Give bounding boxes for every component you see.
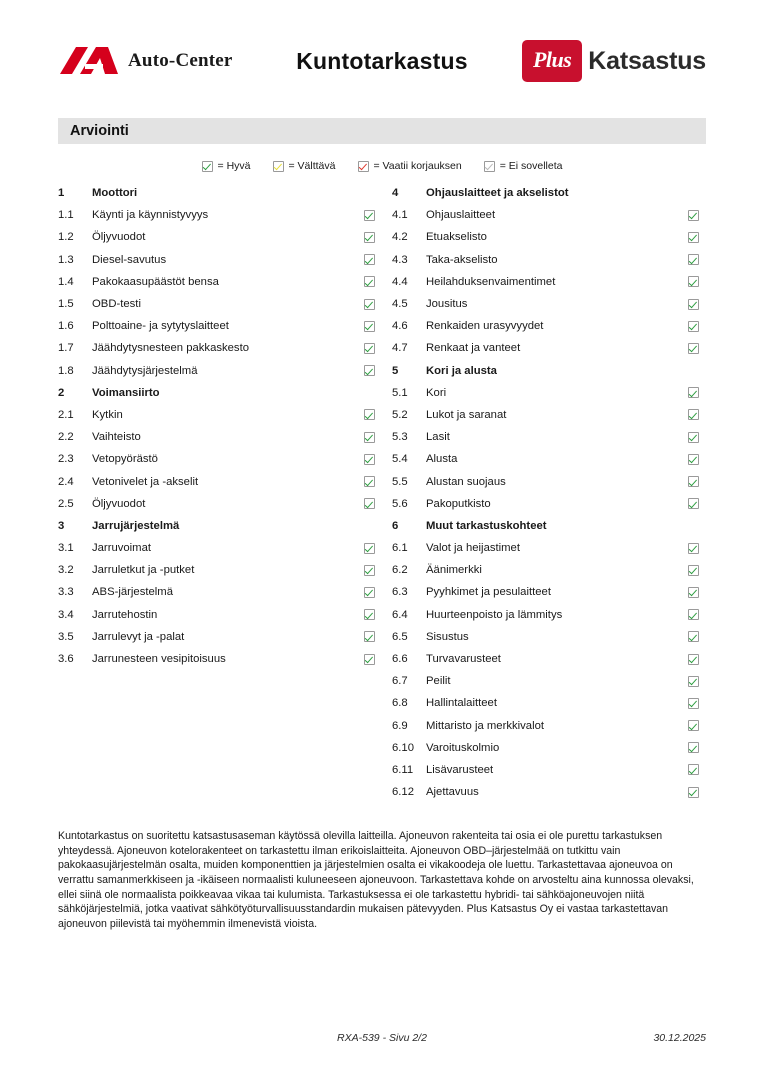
checklist-row-label: Ajettavuus [426,786,479,799]
checklist-row [58,559,382,581]
checklist-row-number: 1.2 [58,231,74,244]
checklist-row [392,249,706,271]
checklist-row-label: Jarrunesteen vesipitoisuus [92,653,226,666]
checkbox-green-icon[interactable] [364,299,375,310]
checklist-row [392,470,706,492]
legend-item [358,160,462,172]
checklist-row-number: 6.1 [392,542,408,555]
auto-center-wordmark: Auto-Center [128,50,233,71]
checkbox-green-icon[interactable] [688,587,699,598]
checkbox-green-icon [202,161,213,172]
checklist-group-header [392,182,706,204]
checklist-row-label: Pyyhkimet ja pesulaitteet [426,586,551,599]
checklist-row-number: 5.2 [392,408,408,421]
checklist-row-label: Jäähdytysjärjestelmä [92,364,198,377]
checklist-row-label: Moottori [92,187,138,200]
checklist-row [392,626,706,648]
checklist-row-status[interactable] [680,476,706,488]
checklist-row [58,448,382,470]
checklist-row [392,581,706,603]
plus-badge: Plus [522,40,582,82]
checklist-row [58,537,382,559]
checklist-row-status[interactable] [680,387,706,399]
checklist-row [392,493,706,515]
checklist-row [58,360,382,382]
checklist-row-number: 4.4 [392,275,408,288]
checkbox-green-icon[interactable] [688,720,699,731]
checkbox-green-icon[interactable] [688,299,699,310]
checklist-row [58,404,382,426]
checklist-row-label: Varoituskolmio [426,741,500,754]
document-footer [58,1032,706,1044]
checklist-row [58,337,382,359]
checkbox-green-icon[interactable] [688,387,699,398]
checkbox-green-icon[interactable] [688,543,699,554]
checklist-row-label: Hallintalaitteet [426,697,497,710]
checklist-row [58,271,382,293]
checklist-row-number: 2 [58,386,65,399]
checkbox-green-icon[interactable] [688,742,699,753]
checklist-row [392,604,706,626]
checklist-row-number: 6.10 [392,741,414,754]
checkbox-green-icon[interactable] [688,254,699,265]
checklist-row-number: 1.4 [58,275,74,288]
checklist-group-header [58,382,382,404]
checklist-row [58,581,382,603]
checklist-row [392,648,706,670]
legend-item [202,160,251,172]
checklist-row-status[interactable] [680,631,706,643]
checklist-row-label: Äänimerkki [426,564,482,577]
checklist-row-number: 1.1 [58,209,74,222]
checklist-row-status[interactable] [356,276,382,288]
checklist-row-number: 6.8 [392,697,408,710]
checklist-row-number: 2.1 [58,408,74,421]
checklist-row-label: Huurteenpoisto ja lämmitys [426,608,563,621]
checklist-row-status[interactable] [356,453,382,465]
checklist-row-number: 3.4 [58,608,74,621]
document-header [58,0,706,96]
checklist-row-label: Jarruvoimat [92,542,152,555]
checkbox-green-icon[interactable] [688,276,699,287]
checklist-row-label: Diesel-savutus [92,253,167,266]
checklist-row-status[interactable] [680,320,706,332]
checkbox-green-icon[interactable] [364,210,375,221]
checklist-row-label: Pakokaasupäästöt bensa [92,275,219,288]
checklist-row-status[interactable] [356,342,382,354]
checklist-row-label: Valot ja heijastimet [426,542,520,555]
checklist-row-label: OBD-testi [92,298,141,311]
checklist-row-number: 1.6 [58,320,74,333]
checklist-row-number: 4.3 [392,253,408,266]
checkbox-green-icon[interactable] [688,631,699,642]
checklist-row-status[interactable] [680,542,706,554]
checkbox-green-icon[interactable] [364,587,375,598]
checkbox-green-icon[interactable] [364,498,375,509]
auto-center-logo [58,44,288,78]
checklist-row [58,604,382,626]
checkbox-green-icon[interactable] [688,764,699,775]
checklist-row [392,448,706,470]
checklist-row-label: Vetopyörästö [92,453,158,466]
checklist-row-status[interactable] [680,653,706,665]
footer-page-info: RXA-539 - Sivu 2/2 [337,1032,427,1044]
checklist-row-label: Mittaristo ja merkkivalot [426,719,545,732]
plus-katsastus-logo [476,40,706,82]
checklist-row-label: Lukot ja saranat [426,408,507,421]
checklist-row-label: Jarrutehostin [92,608,158,621]
checklist-row-label: Lisävarusteet [426,763,494,776]
checklist-row-number: 3.3 [58,586,74,599]
checklist-column-right [382,182,706,803]
checklist-row-label: Taka-akselisto [426,253,498,266]
checklist-row-label: Kori ja alusta [426,364,497,377]
checklist-row-status[interactable] [356,254,382,266]
checklist-row [58,315,382,337]
checklist-row-label: Jarrujärjestelmä [92,519,180,532]
checklist-row-label: Renkaat ja vanteet [426,342,521,355]
checklist-row-status[interactable] [356,209,382,221]
checklist-row-number: 2.4 [58,475,74,488]
checklist-row-status[interactable] [356,542,382,554]
checkbox-green-icon[interactable] [688,343,699,354]
checkbox-green-icon[interactable] [688,432,699,443]
checklist-row-status[interactable] [680,675,706,687]
checklist-row-label: ABS-järjestelmä [92,586,173,599]
checkbox-green-icon[interactable] [688,654,699,665]
checklist-row-status[interactable] [356,609,382,621]
checkbox-green-icon[interactable] [688,454,699,465]
checklist-row-number: 6 [392,519,399,532]
checklist-row-label: Renkaiden urasyvyydet [426,320,544,333]
checklist-row-number: 1.3 [58,253,74,266]
checklist-row [58,626,382,648]
checklist-row-status[interactable] [680,431,706,443]
checklist-row-status[interactable] [356,231,382,243]
checkbox-green-icon[interactable] [364,631,375,642]
checklist-row-number: 5.5 [392,475,408,488]
checkbox-green-icon[interactable] [688,210,699,221]
checklist-row-status[interactable] [356,365,382,377]
checklist-row-label: Voimansiirto [92,386,160,399]
checklist-row-number: 3.2 [58,564,74,577]
checklist-row [392,204,706,226]
checklist-row-number: 2.3 [58,453,74,466]
checklist-row [392,404,706,426]
checkbox-green-icon[interactable] [364,609,375,620]
checkbox-green-icon[interactable] [688,609,699,620]
checklist-row [392,559,706,581]
checklist-row [392,271,706,293]
checklist-row-label: Öljyvuodot [92,497,146,510]
checklist-column-left [58,182,382,803]
checklist-row-status[interactable] [680,276,706,288]
checklist-row [392,537,706,559]
checklist-row-status[interactable] [680,586,706,598]
checkbox-green-icon[interactable] [364,321,375,332]
checklist-row-number: 3 [58,519,65,532]
checklist-group-header [392,360,706,382]
checklist-group-header [58,515,382,537]
checklist-row [392,781,706,803]
checklist-row-number: 5.3 [392,431,408,444]
checklist-row-number: 6.7 [392,675,408,688]
legend-item [484,160,563,172]
checklist-row-number: 1.5 [58,298,74,311]
checklist-row-label: Jarrulevyt ja -palat [92,630,185,643]
checklist-row-status[interactable] [356,498,382,510]
checklist-row-status[interactable] [680,498,706,510]
checklist [58,182,706,803]
checklist-row-label: Ohjauslaitteet [426,209,496,222]
checklist-row [58,249,382,271]
section-title: Arviointi [70,123,129,139]
checklist-row-number: 4 [392,187,399,200]
checklist-row-status[interactable] [356,431,382,443]
checklist-row-number: 4.5 [392,298,408,311]
legend-label: = Vaatii korjauksen [373,160,462,172]
checklist-row-label: Etuakselisto [426,231,487,244]
checkbox-green-icon[interactable] [364,565,375,576]
checklist-row-status[interactable] [680,209,706,221]
checkbox-green-icon[interactable] [364,476,375,487]
checklist-row-label: Pakoputkisto [426,497,491,510]
section-header-arviointi [58,118,706,144]
checklist-row [392,692,706,714]
checklist-row-status[interactable] [680,786,706,798]
checklist-row-number: 6.5 [392,630,408,643]
checklist-row-label: Muut tarkastuskohteet [426,519,547,532]
checklist-row [392,226,706,248]
checklist-row-label: Jäähdytysnesteen pakkaskesto [92,342,249,355]
checklist-row-status[interactable] [680,453,706,465]
checklist-row-status[interactable] [356,298,382,310]
checklist-row [392,337,706,359]
checklist-row-number: 6.2 [392,564,408,577]
checklist-row-status[interactable] [356,631,382,643]
checklist-row [58,648,382,670]
checklist-row-number: 2.2 [58,431,74,444]
checklist-row [58,493,382,515]
checklist-row-number: 3.1 [58,542,74,555]
checklist-row-label: Polttoaine- ja sytytyslaitteet [92,320,229,333]
checklist-row-label: Heilahduksenvaimentimet [426,275,556,288]
checklist-row [392,315,706,337]
checklist-row-label: Sisustus [426,630,469,643]
checklist-row-number: 5.6 [392,497,408,510]
checkbox-green-icon[interactable] [364,654,375,665]
legend-item [273,160,336,172]
checklist-row-label: Peilit [426,675,451,688]
checklist-row [392,670,706,692]
checklist-row-label: Vetonivelet ja -akselit [92,475,199,488]
checklist-row-status[interactable] [680,231,706,243]
checkbox-green-icon[interactable] [688,565,699,576]
checklist-row-status[interactable] [680,609,706,621]
checklist-row-label: Kori [426,386,447,399]
checkbox-green-icon[interactable] [364,232,375,243]
checklist-row-label: Käynti ja käynnistyvyys [92,209,209,222]
checkbox-green-icon[interactable] [688,676,699,687]
checklist-row-status[interactable] [356,320,382,332]
checklist-row-label: Lasit [426,431,450,444]
checkbox-green-icon[interactable] [688,409,699,420]
checklist-row-number: 1 [58,187,65,200]
checklist-row [392,293,706,315]
checklist-row-status[interactable] [680,342,706,354]
checklist-row-number: 3.6 [58,653,74,666]
checklist-row-status[interactable] [680,720,706,732]
checklist-row-label: Öljyvuodot [92,231,146,244]
checklist-row-status[interactable] [356,586,382,598]
checkbox-red-icon [358,161,369,172]
checklist-row-number: 6.9 [392,719,408,732]
katsastus-wordmark: Katsastus [588,46,706,75]
checkbox-green-icon[interactable] [364,276,375,287]
checkbox-green-icon[interactable] [364,365,375,376]
checklist-row [392,382,706,404]
checklist-row-status[interactable] [356,653,382,665]
checkbox-green-icon[interactable] [364,432,375,443]
checkbox-green-icon[interactable] [688,698,699,709]
page-title: Kuntotarkastus [296,47,468,74]
checklist-row-status[interactable] [680,409,706,421]
checklist-row-number: 6.3 [392,586,408,599]
checklist-row-status[interactable] [680,764,706,776]
checkbox-green-icon[interactable] [688,476,699,487]
checklist-row-number: 5 [392,364,399,377]
legend [58,160,706,172]
checkbox-yellow-icon [273,161,284,172]
checkbox-green-icon[interactable] [688,498,699,509]
checklist-row-label: Vaihteisto [92,431,141,444]
checklist-row-label: Jousitus [426,298,468,311]
checklist-row [58,293,382,315]
checklist-row-number: 6.11 [392,763,414,776]
checklist-row-number: 4.2 [392,231,408,244]
checklist-row [392,715,706,737]
checkbox-green-icon[interactable] [364,343,375,354]
checklist-row-status[interactable] [680,564,706,576]
checklist-row-label: Ohjauslaitteet ja akselistot [426,187,569,200]
footer-date: 30.12.2025 [653,1032,706,1044]
checklist-row-label: Alustan suojaus [426,475,506,488]
checkbox-green-icon[interactable] [364,254,375,265]
checklist-row-status[interactable] [680,298,706,310]
checklist-row-status[interactable] [680,254,706,266]
checklist-row-label: Jarruletkut ja -putket [92,564,195,577]
checklist-row-number: 6.12 [392,786,414,799]
checkbox-green-icon[interactable] [364,454,375,465]
checklist-row [58,204,382,226]
checkbox-green-icon[interactable] [688,321,699,332]
legend-label: = Välttävä [288,160,336,172]
checklist-row [392,737,706,759]
legend-label: = Ei sovelleta [499,160,563,172]
checklist-row-status[interactable] [356,564,382,576]
checklist-row [58,226,382,248]
checklist-row-number: 1.7 [58,342,74,355]
checklist-group-header [58,182,382,204]
checklist-row-number: 5.4 [392,453,408,466]
checklist-row-label: Alusta [426,453,458,466]
checklist-row-number: 4.7 [392,342,408,355]
checklist-row-number: 4.6 [392,320,408,333]
checklist-row [58,426,382,448]
checklist-row-number: 1.8 [58,364,74,377]
checklist-row-number: 2.5 [58,497,74,510]
checklist-row-status[interactable] [356,409,382,421]
checklist-row-number: 5.1 [392,386,408,399]
checkbox-green-icon[interactable] [688,232,699,243]
ac-logo-icon [58,44,120,78]
checklist-row-status[interactable] [680,742,706,754]
checklist-row-status[interactable] [680,697,706,709]
checklist-row [58,470,382,492]
notice-paragraph: Kuntotarkastus on suoritettu katsastusaseman käytössä olevilla laitteilla. Ajoneuvon rakenteita tai osia ei ole purettu tarkastuksen yhteydessä. Ajoneuvon kotelorakenteet on tarkastettu ilman erikoislaitteita. Ajoneuvon OBD–järjestelmää on tutkittu vain pakokaasujärjestelmän osalta, muiden komponenttien ja järjestelmien osalta ei vikakoodeja ole luettu. Tarkastettavaa ajoneuvoa on verrattu samanmerkkiseen ja -ikäiseen normaalisti kuluneeseen ajoneuvoon. Tarkastettava kohde on arvosteltu aina kunnossa olevaksi, ellei siinä ole normaalista poikkeavaa vikaa tai kulumista. Tarkastuksessa ei ole tarkastettu hybridi- tai sähköajoneuvojen niitä sähköjärjestelmiä, jotka vaativat sähkötyöturvallisuusstandardin mukaisen pätevyyden. Plus Katsastus Oy ei vastaa tarkastettavan ajoneuvon piilevistä tai myöhemmin ilmenevistä vioista. [58,830,694,930]
legend-label: = Hyvä [217,160,251,172]
checkbox-green-icon[interactable] [364,409,375,420]
checkbox-green-icon[interactable] [688,787,699,798]
checklist-row-label: Turvavarusteet [426,653,501,666]
checkbox-gray-icon [484,161,495,172]
checklist-row-status[interactable] [356,476,382,488]
checklist-row [392,759,706,781]
checklist-row-label: Kytkin [92,408,123,421]
checkbox-green-icon[interactable] [364,543,375,554]
checklist-row-number: 6.4 [392,608,408,621]
checklist-row-number: 6.6 [392,653,408,666]
checklist-row-number: 3.5 [58,630,74,643]
checklist-row [392,426,706,448]
checklist-group-header [392,515,706,537]
checklist-row-number: 4.1 [392,209,408,222]
